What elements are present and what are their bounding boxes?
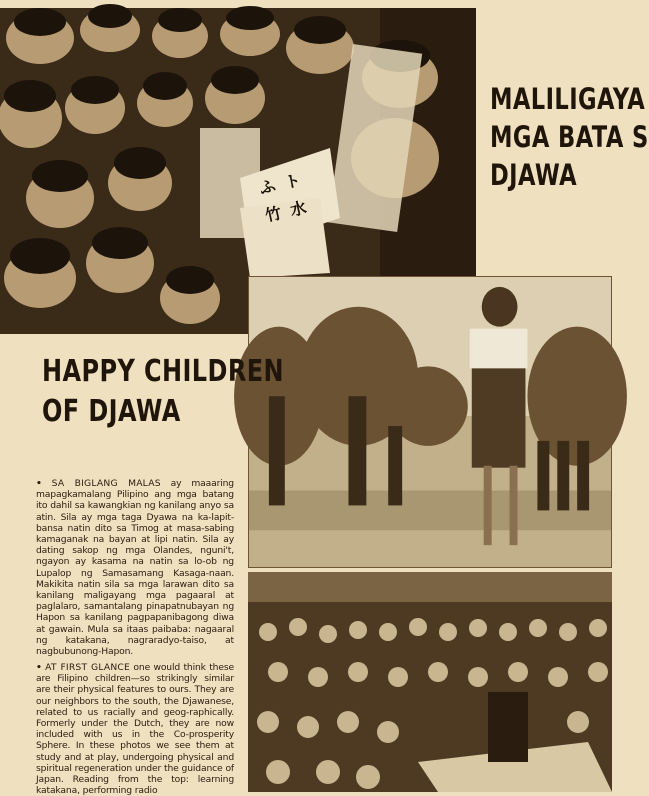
heading-english-line1: HAPPY CHILDREN (42, 354, 284, 389)
heading-tagalog (490, 80, 649, 194)
photo-children-wrestling (248, 572, 612, 792)
heading-tagalog-line1: MALILIGAYA (490, 82, 646, 116)
article-tagalog-text: ay maaaring mapagkamalang Pilipino ang mga batang ito dahil sa kawangkian ng kanilang anyo sa atin. Sila ay mga taga Dyawa na ka-lapit-bansa natin dito sa Timog at masa-sabing kamaganak na bayan at lipi natin. Sila ay dating sakop ng mga Olandes, nguni't, ngayon ay kasama na natin sa lo-ob ng Lupalop ng Samasamang Kasaga-naan. Makikita natin sila sa mga larawan dito sa kanilang maligayang mga pagaaral at paglalaro, samantalang pinapatnubayan ng Hapon sa kanilang pagpapanibagong diwa at gawain. Mula sa itaas paibaba: nagaaral ng katakana, nagraradyo-taiso, at nagbubunong-Hapon. (36, 478, 234, 658)
heading-english-line2: OF DJAWA (42, 394, 181, 429)
heading-english (42, 352, 284, 432)
heading-tagalog-line2: MGA BATA S (490, 120, 649, 154)
photo-children-radio-taiso-image (249, 277, 611, 567)
katakana-sign-text: ふ ト 竹 水 (257, 170, 311, 226)
article-tagalog-bullet: • (36, 478, 42, 489)
heading-tagalog-line3: DJAWA (490, 158, 578, 192)
article-tagalog-lead: SA BIGLANG MALAS (51, 478, 161, 489)
photo-children-radio-taiso (248, 276, 612, 568)
article-tagalog (36, 478, 234, 657)
article-english-lead: AT FIRST GLANCE (45, 662, 131, 673)
photo-children-wrestling-image (248, 572, 612, 792)
article-english (36, 662, 234, 796)
article-english-text: one would think these are Filipino children—so strikingly similar are their physical features to ours. They are our neighbors to the south, the Djawanese, related to us racially and geog-raphically. Formerly under the Dutch, they are now included with us in the Co-prosperity Sphere. In these photos we see them at study and at play, undergoing physical and spiritual regeneration under the guidance of Japan. Reading from the top: learning katakana, performing radio (36, 662, 234, 796)
article-english-bullet: • (36, 662, 42, 673)
